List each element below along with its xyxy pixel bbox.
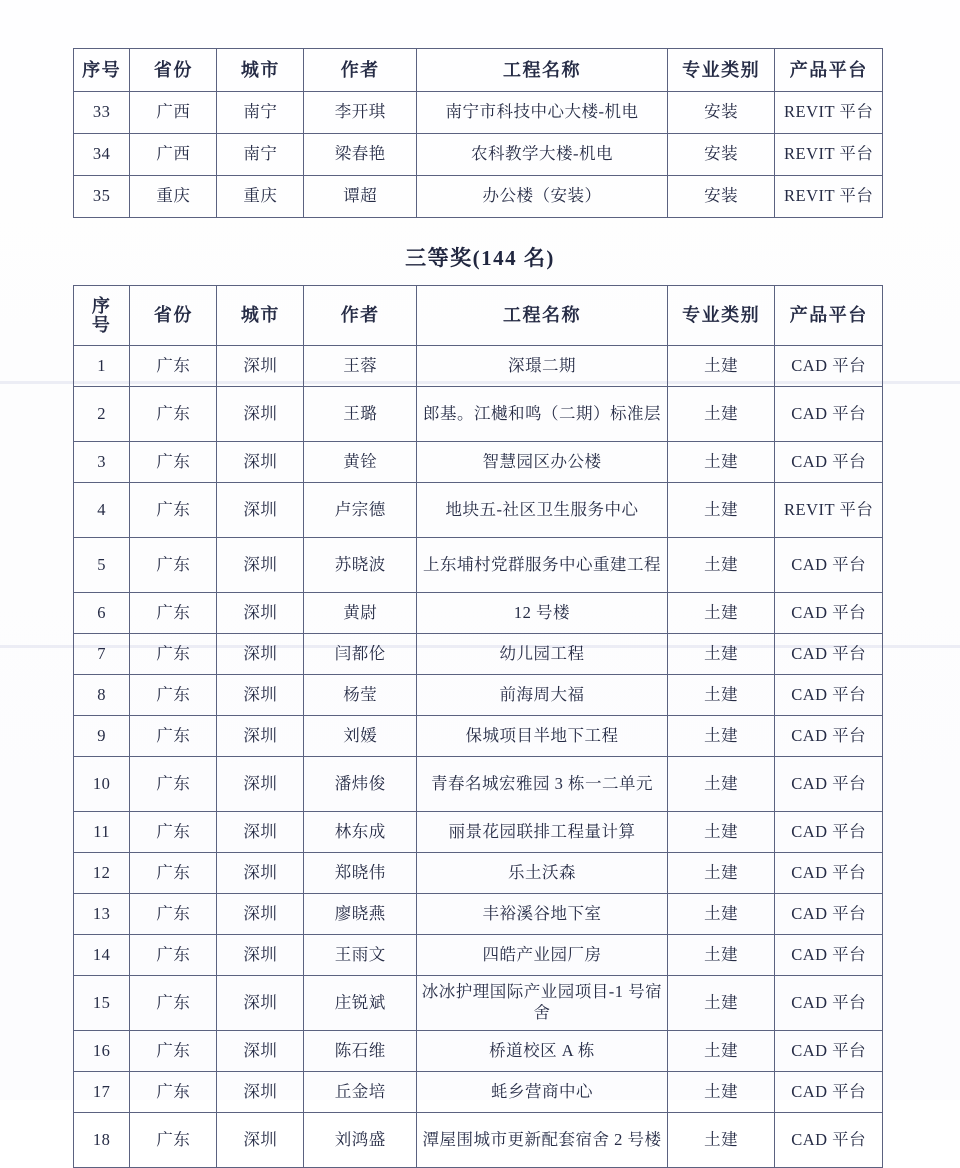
row-project: 南宁市科技中心大楼-机电 bbox=[417, 92, 668, 134]
row-project: 青春名城宏雅园 3 栋一二单元 bbox=[417, 757, 668, 812]
row-city: 深圳 bbox=[217, 1072, 304, 1113]
row-index: 14 bbox=[74, 935, 130, 976]
row-city: 深圳 bbox=[217, 894, 304, 935]
row-author: 闫都伦 bbox=[304, 634, 417, 675]
row-province: 广东 bbox=[130, 894, 217, 935]
row-platform: CAD 平台 bbox=[775, 757, 883, 812]
row-index: 12 bbox=[74, 853, 130, 894]
row-platform: REVIT 平台 bbox=[775, 176, 883, 218]
table-row bbox=[74, 716, 883, 757]
row-category: 土建 bbox=[667, 634, 775, 675]
third-prize-table bbox=[73, 285, 883, 1168]
table-row bbox=[74, 812, 883, 853]
row-author: 卢宗德 bbox=[304, 483, 417, 538]
row-province: 广东 bbox=[130, 593, 217, 634]
row-author: 杨莹 bbox=[304, 675, 417, 716]
row-category: 土建 bbox=[667, 442, 775, 483]
row-platform: CAD 平台 bbox=[775, 812, 883, 853]
table-row bbox=[74, 675, 883, 716]
row-city: 深圳 bbox=[217, 1113, 304, 1168]
row-province: 广东 bbox=[130, 1113, 217, 1168]
row-city: 深圳 bbox=[217, 593, 304, 634]
column-header-category: 专业类别 bbox=[667, 286, 775, 346]
row-category: 土建 bbox=[667, 675, 775, 716]
row-platform: CAD 平台 bbox=[775, 894, 883, 935]
row-project: 农科教学大楼-机电 bbox=[417, 134, 668, 176]
row-platform: CAD 平台 bbox=[775, 675, 883, 716]
row-platform: CAD 平台 bbox=[775, 387, 883, 442]
row-project: 上东埔村党群服务中心重建工程 bbox=[417, 538, 668, 593]
row-index: 16 bbox=[74, 1031, 130, 1072]
row-city: 重庆 bbox=[217, 176, 304, 218]
row-author: 梁春艳 bbox=[304, 134, 417, 176]
row-province: 广东 bbox=[130, 1031, 217, 1072]
row-province: 广东 bbox=[130, 716, 217, 757]
row-platform: CAD 平台 bbox=[775, 716, 883, 757]
table-row bbox=[74, 134, 883, 176]
row-project: 丰裕溪谷地下室 bbox=[417, 894, 668, 935]
row-index: 5 bbox=[74, 538, 130, 593]
row-platform: CAD 平台 bbox=[775, 634, 883, 675]
row-index: 2 bbox=[74, 387, 130, 442]
row-index: 11 bbox=[74, 812, 130, 853]
row-project: 丽景花园联排工程量计算 bbox=[417, 812, 668, 853]
table-header-row bbox=[74, 286, 883, 346]
table-row bbox=[74, 634, 883, 675]
column-header-index: 序号 bbox=[74, 49, 130, 92]
row-author: 王璐 bbox=[304, 387, 417, 442]
row-province: 广西 bbox=[130, 134, 217, 176]
table-row bbox=[74, 442, 883, 483]
row-city: 深圳 bbox=[217, 1031, 304, 1072]
row-province: 重庆 bbox=[130, 176, 217, 218]
row-platform: CAD 平台 bbox=[775, 935, 883, 976]
column-header-author: 作者 bbox=[304, 286, 417, 346]
row-city: 深圳 bbox=[217, 346, 304, 387]
row-project: 12 号楼 bbox=[417, 593, 668, 634]
row-index: 1 bbox=[74, 346, 130, 387]
row-category: 土建 bbox=[667, 1072, 775, 1113]
column-header-city: 城市 bbox=[217, 49, 304, 92]
row-category: 土建 bbox=[667, 483, 775, 538]
column-header-index bbox=[74, 286, 130, 346]
row-city: 深圳 bbox=[217, 716, 304, 757]
row-category: 安装 bbox=[667, 176, 775, 218]
row-platform: CAD 平台 bbox=[775, 442, 883, 483]
table-row bbox=[74, 1113, 883, 1168]
scan-speck bbox=[184, 1089, 187, 1094]
row-category: 土建 bbox=[667, 894, 775, 935]
row-author: 黄尉 bbox=[304, 593, 417, 634]
row-category: 安装 bbox=[667, 92, 775, 134]
row-author: 李开琪 bbox=[304, 92, 417, 134]
row-province: 广东 bbox=[130, 1072, 217, 1113]
row-author: 黄铨 bbox=[304, 442, 417, 483]
row-city: 深圳 bbox=[217, 483, 304, 538]
row-project: 深璟二期 bbox=[417, 346, 668, 387]
row-province: 广东 bbox=[130, 538, 217, 593]
row-city: 深圳 bbox=[217, 387, 304, 442]
column-header-category: 专业类别 bbox=[667, 49, 775, 92]
row-province: 广东 bbox=[130, 976, 217, 1031]
row-project: 四皓产业园厂房 bbox=[417, 935, 668, 976]
table-row bbox=[74, 593, 883, 634]
row-city: 深圳 bbox=[217, 935, 304, 976]
row-index: 17 bbox=[74, 1072, 130, 1113]
row-platform: CAD 平台 bbox=[775, 593, 883, 634]
row-index: 8 bbox=[74, 675, 130, 716]
row-author: 林东成 bbox=[304, 812, 417, 853]
row-author: 王雨文 bbox=[304, 935, 417, 976]
row-platform: CAD 平台 bbox=[775, 976, 883, 1031]
table-row bbox=[74, 92, 883, 134]
row-category: 土建 bbox=[667, 593, 775, 634]
table-row bbox=[74, 1072, 883, 1113]
column-header-index-line1: 序 bbox=[91, 295, 112, 316]
row-category: 土建 bbox=[667, 935, 775, 976]
row-province: 广东 bbox=[130, 634, 217, 675]
row-index: 18 bbox=[74, 1113, 130, 1168]
row-platform: CAD 平台 bbox=[775, 1113, 883, 1168]
row-project: 桥道校区 A 栋 bbox=[417, 1031, 668, 1072]
row-project: 郎基。江樾和鸣（二期）标准层 bbox=[417, 387, 668, 442]
row-project: 潭屋围城市更新配套宿舍 2 号楼 bbox=[417, 1113, 668, 1168]
row-platform: REVIT 平台 bbox=[775, 483, 883, 538]
row-city: 南宁 bbox=[217, 92, 304, 134]
column-header-index-line2: 号 bbox=[91, 314, 112, 335]
row-province: 广东 bbox=[130, 387, 217, 442]
table-row bbox=[74, 894, 883, 935]
table-row bbox=[74, 483, 883, 538]
row-category: 土建 bbox=[667, 812, 775, 853]
column-header-project: 工程名称 bbox=[417, 49, 668, 92]
row-project: 冰冰护理国际产业园项目-1 号宿舍 bbox=[417, 976, 668, 1031]
row-platform: REVIT 平台 bbox=[775, 92, 883, 134]
row-city: 南宁 bbox=[217, 134, 304, 176]
row-project: 地块五-社区卫生服务中心 bbox=[417, 483, 668, 538]
row-author: 刘媛 bbox=[304, 716, 417, 757]
table-row bbox=[74, 935, 883, 976]
row-project: 保城项目半地下工程 bbox=[417, 716, 668, 757]
row-author: 谭超 bbox=[304, 176, 417, 218]
row-index: 9 bbox=[74, 716, 130, 757]
row-index: 15 bbox=[74, 976, 130, 1031]
row-index: 10 bbox=[74, 757, 130, 812]
row-index: 13 bbox=[74, 894, 130, 935]
column-header-author: 作者 bbox=[304, 49, 417, 92]
table-row bbox=[74, 346, 883, 387]
row-province: 广东 bbox=[130, 853, 217, 894]
row-author: 丘金培 bbox=[304, 1072, 417, 1113]
table-row bbox=[74, 976, 883, 1031]
row-category: 土建 bbox=[667, 1031, 775, 1072]
row-author: 廖晓燕 bbox=[304, 894, 417, 935]
row-index: 3 bbox=[74, 442, 130, 483]
row-province: 广东 bbox=[130, 812, 217, 853]
row-author: 王蓉 bbox=[304, 346, 417, 387]
row-province: 广东 bbox=[130, 935, 217, 976]
table-header-row bbox=[74, 49, 883, 92]
row-project: 蚝乡营商中心 bbox=[417, 1072, 668, 1113]
row-city: 深圳 bbox=[217, 757, 304, 812]
row-platform: CAD 平台 bbox=[775, 1031, 883, 1072]
row-city: 深圳 bbox=[217, 812, 304, 853]
table-row bbox=[74, 757, 883, 812]
row-category: 土建 bbox=[667, 853, 775, 894]
row-project: 办公楼（安装） bbox=[417, 176, 668, 218]
table-row bbox=[74, 538, 883, 593]
row-index: 33 bbox=[74, 92, 130, 134]
row-author: 苏晓波 bbox=[304, 538, 417, 593]
table-row bbox=[74, 387, 883, 442]
column-header-city: 城市 bbox=[217, 286, 304, 346]
row-author: 潘炜俊 bbox=[304, 757, 417, 812]
awards-continuation-table bbox=[73, 48, 883, 218]
row-project: 幼儿园工程 bbox=[417, 634, 668, 675]
row-province: 广东 bbox=[130, 442, 217, 483]
table-row bbox=[74, 853, 883, 894]
row-platform: CAD 平台 bbox=[775, 346, 883, 387]
row-index: 35 bbox=[74, 176, 130, 218]
column-header-platform: 产品平台 bbox=[775, 286, 883, 346]
row-category: 土建 bbox=[667, 346, 775, 387]
row-category: 土建 bbox=[667, 538, 775, 593]
row-category: 土建 bbox=[667, 1113, 775, 1168]
table-row bbox=[74, 1031, 883, 1072]
row-province: 广西 bbox=[130, 92, 217, 134]
row-city: 深圳 bbox=[217, 634, 304, 675]
column-header-project: 工程名称 bbox=[417, 286, 668, 346]
row-index: 7 bbox=[74, 634, 130, 675]
row-index: 6 bbox=[74, 593, 130, 634]
row-category: 土建 bbox=[667, 716, 775, 757]
row-author: 庄锐斌 bbox=[304, 976, 417, 1031]
row-platform: CAD 平台 bbox=[775, 1072, 883, 1113]
row-project: 前海周大福 bbox=[417, 675, 668, 716]
row-city: 深圳 bbox=[217, 976, 304, 1031]
row-project: 乐土沃森 bbox=[417, 853, 668, 894]
row-author: 陈石维 bbox=[304, 1031, 417, 1072]
row-category: 土建 bbox=[667, 976, 775, 1031]
row-index: 34 bbox=[74, 134, 130, 176]
table-row bbox=[74, 176, 883, 218]
row-city: 深圳 bbox=[217, 442, 304, 483]
row-city: 深圳 bbox=[217, 853, 304, 894]
row-category: 安装 bbox=[667, 134, 775, 176]
row-city: 深圳 bbox=[217, 538, 304, 593]
column-header-province: 省份 bbox=[130, 286, 217, 346]
row-city: 深圳 bbox=[217, 675, 304, 716]
row-province: 广东 bbox=[130, 483, 217, 538]
column-header-platform: 产品平台 bbox=[775, 49, 883, 92]
row-platform: CAD 平台 bbox=[775, 538, 883, 593]
row-category: 土建 bbox=[667, 757, 775, 812]
row-index: 4 bbox=[74, 483, 130, 538]
row-province: 广东 bbox=[130, 757, 217, 812]
column-header-province: 省份 bbox=[130, 49, 217, 92]
row-author: 刘鸿盛 bbox=[304, 1113, 417, 1168]
row-province: 广东 bbox=[130, 346, 217, 387]
row-project: 智慧园区办公楼 bbox=[417, 442, 668, 483]
row-author: 郑晓伟 bbox=[304, 853, 417, 894]
section-heading: 三等奖(144 名) bbox=[405, 246, 555, 270]
row-province: 广东 bbox=[130, 675, 217, 716]
row-category: 土建 bbox=[667, 387, 775, 442]
row-platform: CAD 平台 bbox=[775, 853, 883, 894]
row-platform: REVIT 平台 bbox=[775, 134, 883, 176]
